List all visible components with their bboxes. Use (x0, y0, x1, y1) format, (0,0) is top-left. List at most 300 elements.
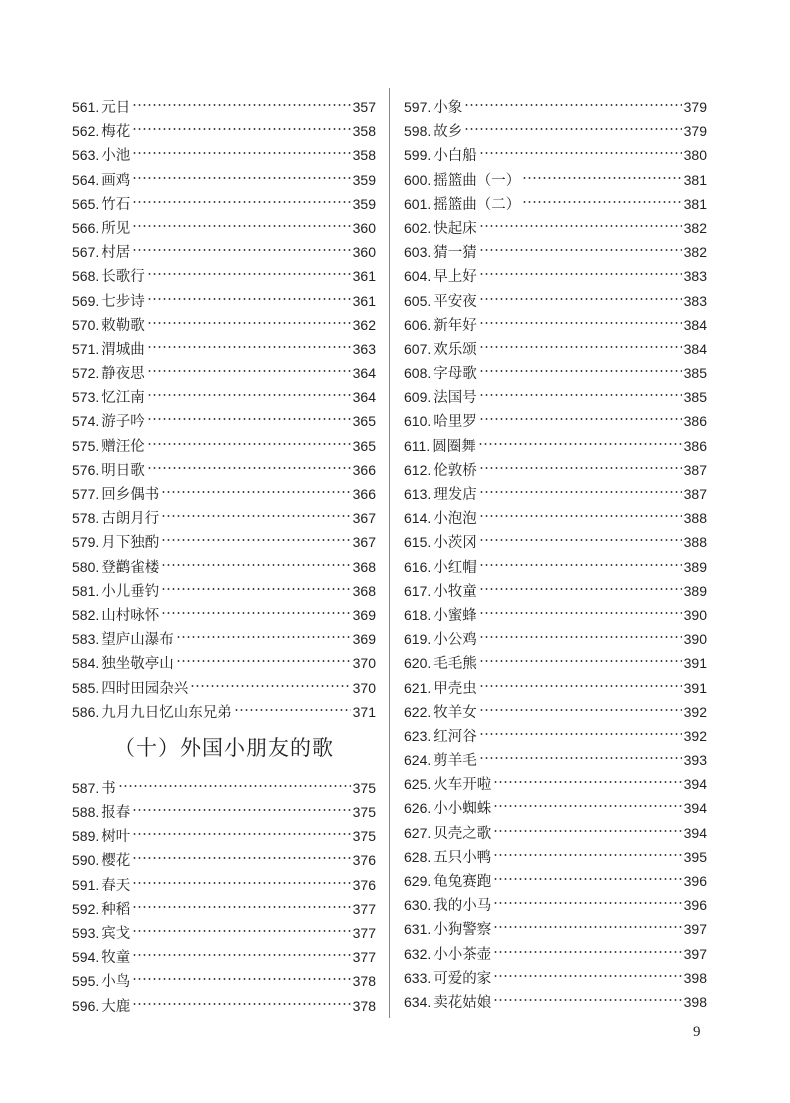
dot-leader (479, 562, 682, 568)
toc-entry (404, 530, 707, 554)
entry-number: 599. (404, 147, 432, 164)
dot-leader (493, 828, 681, 834)
entry-page: 364 (352, 365, 376, 382)
entry-number: 603. (404, 244, 432, 261)
entry-title: 所见 (101, 220, 131, 237)
entry-page: 377 (352, 949, 376, 966)
entry-title: 元日 (101, 100, 131, 116)
entry-title: 画鸡 (101, 172, 131, 189)
entry-number: 583. (72, 631, 100, 648)
toc-entry (404, 337, 707, 361)
entry-page: 392 (683, 703, 707, 720)
dot-leader (479, 150, 682, 156)
entry-page: 358 (352, 123, 376, 140)
entry-title: 毛毛熊 (433, 656, 477, 673)
toc-entry (404, 627, 707, 651)
dot-leader (479, 586, 682, 592)
entry-page: 386 (683, 413, 707, 430)
entry-number: 600. (404, 171, 432, 188)
toc-list-chinese-poems (72, 95, 376, 724)
entry-page: 366 (352, 461, 376, 478)
entry-title: 敕勒歌 (101, 317, 145, 334)
dot-leader (479, 513, 682, 519)
toc-entry (404, 942, 707, 966)
entry-page: 389 (683, 582, 707, 599)
entry-number: 620. (404, 655, 432, 672)
entry-title: 回乡偶书 (101, 487, 160, 503)
entry-title: 赠汪伦 (101, 438, 145, 455)
entry-page: 379 (683, 99, 707, 115)
dot-leader (147, 296, 351, 302)
entry-title: 樱花 (101, 853, 131, 870)
toc-entry (404, 240, 707, 264)
entry-title: 长歌行 (101, 269, 145, 286)
toc-entry (404, 168, 707, 192)
dot-leader (147, 320, 351, 326)
toc-entry (404, 651, 707, 675)
toc-entry (72, 385, 376, 409)
dot-leader (132, 904, 350, 910)
dot-leader (190, 683, 350, 689)
entry-number: 591. (72, 876, 100, 893)
toc-entry (404, 893, 707, 917)
entry-page: 358 (352, 147, 376, 164)
dot-leader (479, 223, 682, 229)
entry-number: 596. (72, 997, 100, 1014)
toc-entry (72, 994, 376, 1018)
entry-number: 621. (404, 679, 432, 696)
entry-title: 牧童 (101, 950, 131, 967)
toc-entry (72, 776, 376, 800)
entry-number: 563. (72, 147, 100, 164)
toc-entry (72, 482, 376, 506)
page-number: 9 (693, 1024, 701, 1040)
entry-page: 361 (352, 292, 376, 309)
entry-page: 384 (683, 316, 707, 333)
toc-entry (72, 848, 376, 872)
entry-number: 588. (72, 804, 100, 821)
entry-title: 圆圈舞 (432, 438, 476, 455)
entry-title: 种稻 (101, 901, 131, 918)
entry-number: 561. (72, 99, 100, 115)
entry-number: 570. (72, 316, 100, 333)
toc-entry (72, 143, 376, 167)
entry-title: 书 (101, 780, 116, 797)
entry-number: 577. (72, 486, 100, 502)
entry-title: 望庐山瀑布 (101, 632, 174, 649)
entry-page: 391 (683, 679, 707, 696)
entry-number: 597. (404, 99, 432, 115)
dot-leader (479, 368, 682, 374)
dot-leader (118, 783, 351, 789)
entry-title: 古朗月行 (101, 511, 160, 528)
entry-title: 剪羊毛 (433, 753, 477, 770)
entry-number: 580. (72, 558, 100, 575)
toc-entry (404, 724, 707, 748)
dot-leader (132, 199, 350, 205)
dot-leader (132, 880, 350, 886)
toc-entry (404, 966, 707, 990)
entry-page: 398 (683, 993, 707, 1010)
entry-page: 387 (683, 461, 707, 478)
toc-entry (404, 700, 707, 724)
entry-page: 364 (352, 389, 376, 406)
toc-entry (72, 119, 376, 143)
dot-leader (493, 852, 681, 858)
entry-page: 369 (352, 631, 376, 648)
entry-number: 562. (72, 123, 100, 140)
toc-entry (404, 95, 707, 119)
entry-page: 365 (352, 437, 376, 454)
entry-page: 363 (352, 340, 376, 357)
entry-number: 601. (404, 195, 432, 212)
entry-page: 370 (352, 655, 376, 672)
dot-leader (478, 441, 682, 447)
dot-leader (132, 952, 350, 958)
entry-page: 367 (352, 510, 376, 527)
dot-leader (493, 924, 681, 930)
dot-leader (493, 973, 681, 979)
entry-title: 理发店 (433, 487, 477, 503)
entry-page: 397 (683, 921, 707, 938)
entry-title: 小红帽 (433, 559, 477, 576)
dot-leader (479, 731, 682, 737)
entry-number: 622. (404, 703, 432, 720)
dot-leader (464, 126, 681, 132)
entry-number: 634. (404, 993, 432, 1010)
entry-page: 375 (352, 804, 376, 821)
entry-title: 明日歌 (101, 462, 145, 479)
entry-number: 564. (72, 171, 100, 188)
dot-leader (176, 658, 351, 664)
entry-page: 379 (683, 123, 707, 140)
entry-page: 367 (352, 534, 376, 551)
dot-leader (176, 634, 351, 640)
entry-number: 605. (404, 292, 432, 309)
toc-entry (72, 192, 376, 216)
toc-entry (404, 506, 707, 530)
toc-entry (404, 119, 707, 143)
entry-number: 633. (404, 969, 432, 986)
dot-leader (147, 368, 351, 374)
entry-number: 602. (404, 219, 432, 236)
toc-entry (404, 143, 707, 167)
dot-leader (147, 465, 351, 471)
toc-entry (72, 506, 376, 530)
entry-number: 615. (404, 534, 432, 551)
entry-number: 618. (404, 606, 432, 623)
entry-number: 584. (72, 655, 100, 672)
entry-title: 甲壳虫 (433, 680, 477, 697)
entry-number: 595. (72, 973, 100, 990)
toc-entry (72, 921, 376, 945)
toc-entry (72, 458, 376, 482)
entry-page: 378 (352, 997, 376, 1014)
entry-number: 609. (404, 389, 432, 406)
toc-entry (404, 821, 707, 845)
entry-page: 393 (683, 752, 707, 769)
entry-title: 平安夜 (433, 293, 477, 310)
dot-leader (493, 876, 681, 882)
entry-number: 628. (404, 848, 432, 865)
dot-leader (522, 175, 681, 181)
dot-leader (493, 949, 681, 955)
entry-title: 小牧童 (433, 583, 477, 600)
entry-page: 391 (683, 655, 707, 672)
entry-number: 598. (404, 123, 432, 140)
entry-number: 587. (72, 779, 100, 796)
toc-entry (72, 240, 376, 264)
toc-entry (404, 409, 707, 433)
entry-page: 383 (683, 292, 707, 309)
entry-page: 386 (683, 437, 707, 454)
entry-number: 594. (72, 949, 100, 966)
dot-leader (132, 855, 350, 861)
entry-number: 604. (404, 268, 432, 285)
entry-number: 589. (72, 828, 100, 845)
dot-leader (147, 441, 351, 447)
entry-title: 龟兔赛跑 (433, 874, 492, 890)
entry-page: 360 (352, 244, 376, 261)
toc-entry (404, 869, 707, 893)
dot-leader (132, 223, 350, 229)
entry-title: 忆江南 (101, 390, 145, 407)
toc-entry (72, 530, 376, 554)
dot-leader (479, 271, 682, 277)
entry-title: 大鹿 (101, 998, 131, 1015)
entry-page: 389 (683, 558, 707, 575)
entry-title: 字母歌 (433, 366, 477, 383)
toc-entry (72, 579, 376, 603)
toc-entry (404, 555, 707, 579)
entry-page: 357 (352, 99, 376, 115)
entry-number: 627. (404, 824, 432, 841)
entry-number: 590. (72, 852, 100, 869)
dot-leader (161, 562, 350, 568)
toc-entry (72, 361, 376, 385)
entry-page: 377 (352, 900, 376, 917)
entry-number: 608. (404, 365, 432, 382)
toc-entry (404, 772, 707, 796)
dot-leader (132, 126, 350, 132)
entry-page: 362 (352, 316, 376, 333)
entry-number: 575. (72, 437, 100, 454)
entry-title: 法国号 (433, 390, 477, 407)
dot-leader (161, 489, 350, 495)
dot-leader (132, 175, 350, 181)
dot-leader (147, 416, 351, 422)
entry-title: 游子吟 (101, 414, 145, 431)
toc-entry (404, 216, 707, 240)
toc-entry (72, 897, 376, 921)
entry-number: 607. (404, 340, 432, 357)
column-divider (389, 88, 390, 1018)
entry-title: 猜一猜 (433, 245, 477, 262)
dot-leader (479, 465, 682, 471)
entry-page: 377 (352, 925, 376, 941)
toc-entry (404, 676, 707, 700)
dot-leader (479, 296, 682, 302)
entry-title: 小小蜘蛛 (433, 801, 492, 818)
entry-title: 新年好 (433, 317, 477, 334)
toc-entry (404, 264, 707, 288)
toc-entry (404, 748, 707, 772)
entry-number: 623. (404, 727, 432, 744)
entry-number: 581. (72, 582, 100, 599)
toc-entry (72, 873, 376, 897)
entry-number: 592. (72, 900, 100, 917)
dot-leader (479, 634, 682, 640)
entry-title: 七步诗 (101, 293, 145, 310)
entry-number: 610. (404, 413, 432, 430)
entry-page: 380 (683, 147, 707, 164)
dot-leader (493, 803, 681, 809)
toc-entry (72, 945, 376, 969)
entry-page: 394 (683, 824, 707, 841)
entry-page: 383 (683, 268, 707, 285)
dot-leader (479, 320, 682, 326)
entry-page: 390 (683, 606, 707, 623)
entry-page: 388 (683, 510, 707, 527)
entry-title: 月下独酌 (101, 535, 160, 552)
toc-entry (72, 800, 376, 824)
toc-entry (72, 969, 376, 993)
entry-page: 385 (683, 365, 707, 382)
toc-entry (404, 917, 707, 941)
entry-title: 宾戈 (101, 926, 131, 942)
entry-title: 牧羊女 (433, 704, 477, 721)
entry-page: 376 (352, 876, 376, 893)
dot-leader (479, 489, 682, 495)
toc-entry (72, 676, 376, 700)
entry-title: 快起床 (433, 220, 477, 237)
entry-title: 五只小鸭 (433, 849, 492, 866)
entry-title: 小茨冈 (433, 535, 477, 552)
entry-number: 625. (404, 776, 432, 793)
dot-leader (493, 779, 681, 785)
dot-leader (132, 976, 350, 982)
toc-entry (404, 482, 707, 506)
dot-leader (161, 586, 350, 592)
toc-right-column (404, 95, 707, 1014)
entry-page: 375 (352, 828, 376, 845)
entry-title: 九月九日忆山东兄弟 (101, 704, 232, 721)
entry-title: 红河谷 (433, 728, 477, 745)
toc-entry (72, 313, 376, 337)
toc-entry (404, 313, 707, 337)
entry-page: 382 (683, 219, 707, 236)
entry-title: 小狗警察 (433, 922, 492, 939)
dot-leader (479, 683, 682, 689)
entry-number: 578. (72, 510, 100, 527)
entry-page: 370 (352, 679, 376, 696)
toc-entry (72, 216, 376, 240)
entry-number: 585. (72, 679, 100, 696)
toc-entry (404, 990, 707, 1014)
entry-page: 394 (683, 776, 707, 793)
toc-entry (404, 361, 707, 385)
entry-page: 388 (683, 534, 707, 551)
toc-entry (404, 385, 707, 409)
entry-number: 612. (404, 461, 432, 478)
entry-number: 614. (404, 510, 432, 527)
dot-leader (493, 900, 681, 906)
dot-leader (161, 537, 350, 543)
entry-page: 392 (683, 727, 707, 744)
toc-entry (72, 409, 376, 433)
toc-entry (72, 700, 376, 724)
dot-leader (479, 392, 682, 398)
dot-leader (132, 1001, 350, 1007)
dot-leader (479, 610, 682, 616)
entry-title: 故乡 (433, 124, 463, 141)
toc-list-foreign-songs-continued (404, 95, 707, 1014)
entry-title: 火车开啦 (433, 777, 492, 794)
entry-title: 梅花 (101, 124, 131, 141)
entry-number: 569. (72, 292, 100, 309)
toc-list-foreign-songs (72, 776, 376, 1018)
entry-number: 573. (72, 389, 100, 406)
dot-leader (147, 344, 351, 350)
dot-leader (464, 102, 681, 108)
entry-number: 582. (72, 606, 100, 623)
entry-title: 小儿垂钓 (101, 583, 160, 600)
entry-number: 566. (72, 219, 100, 236)
entry-title: 我的小马 (433, 898, 492, 915)
toc-entry (404, 192, 707, 216)
entry-title: 树叶 (101, 829, 131, 846)
dot-leader (147, 271, 351, 277)
entry-title: 小蜜蜂 (433, 607, 477, 624)
dot-leader (479, 755, 682, 761)
entry-title: 渭城曲 (101, 341, 145, 358)
entry-title: 竹石 (101, 196, 131, 213)
dot-leader (479, 247, 682, 253)
entry-number: 586. (72, 703, 100, 720)
dot-leader (522, 199, 681, 205)
entry-number: 632. (404, 945, 432, 962)
entry-page: 394 (683, 800, 707, 817)
dot-leader (132, 102, 350, 108)
entry-page: 395 (683, 848, 707, 865)
entry-title: 村居 (101, 245, 131, 262)
entry-title: 小泡泡 (433, 511, 477, 528)
toc-entry (404, 289, 707, 313)
entry-page: 371 (352, 703, 376, 720)
dot-leader (493, 997, 681, 1003)
dot-leader (132, 150, 350, 156)
dot-leader (479, 537, 682, 543)
entry-page: 378 (352, 973, 376, 990)
entry-page: 366 (352, 486, 376, 502)
entry-number: 579. (72, 534, 100, 551)
entry-title: 贝壳之歌 (433, 825, 492, 842)
dot-leader (234, 707, 351, 713)
toc-entry (72, 824, 376, 848)
toc-entry (72, 603, 376, 627)
entry-title: 小象 (433, 100, 463, 116)
toc-entry (72, 434, 376, 458)
toc-entry (72, 168, 376, 192)
entry-number: 629. (404, 873, 432, 889)
entry-title: 摇篮曲（一） (433, 172, 521, 189)
toc-entry (404, 434, 707, 458)
entry-page: 385 (683, 389, 707, 406)
toc-entry (72, 289, 376, 313)
toc-left-column (72, 95, 376, 1018)
entry-number: 617. (404, 582, 432, 599)
entry-page: 368 (352, 582, 376, 599)
